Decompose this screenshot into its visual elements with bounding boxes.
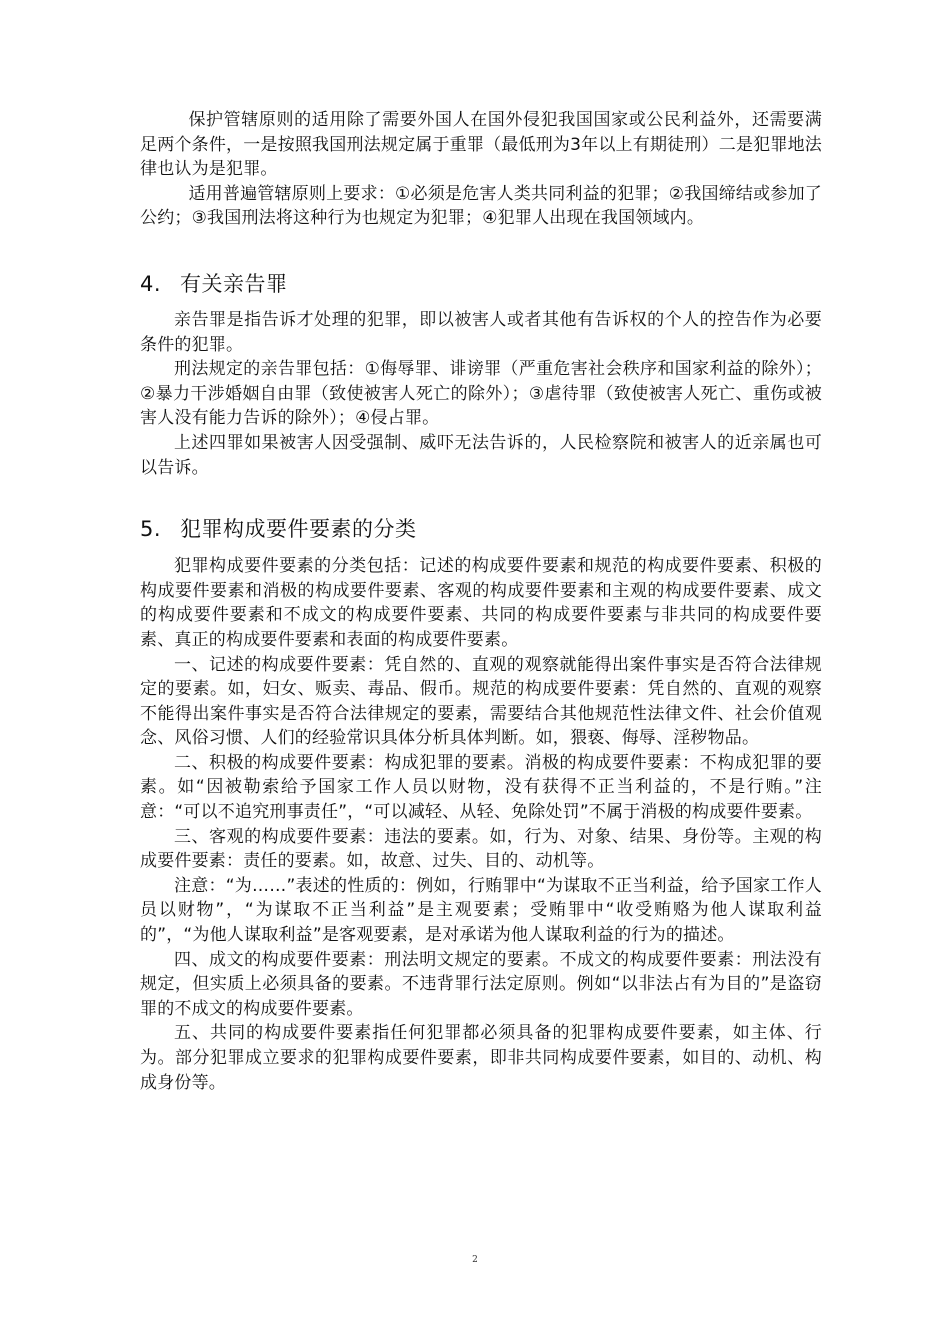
paragraph: 一、记述的构成要件要素：凭自然的、直观的观察就能得出案件事实是否符合法律规定的要素。如，妇女、贩卖、毒品、假币。规范的构成要件要素：凭自然的、直观的观察不能得出案件事实是否符合法律规定的要素，需要结合其他规范性法律文件、社会价值观念、风俗习惯、人们的经验常识具体分析具体判断。如，猥亵、侮辱、淫秽物品。 xyxy=(140,654,822,749)
section-title: 犯罪构成要件要素的分类 xyxy=(180,517,417,542)
page-number: 2 xyxy=(472,1255,478,1265)
section-number: 5. xyxy=(140,517,162,542)
paragraph: 四、成文的构成要件要素：刑法明文规定的要素。不成文的构成要件要素：刑法没有规定，但实质上必须具备的要素。不违背罪行法定原则。例如“以非法占有为目的”是盗窃罪的不成文的构成要件要素。 xyxy=(140,949,822,1019)
section-heading-4 xyxy=(140,269,822,299)
paragraph: 五、共同的构成要件要素指任何犯罪都必须具备的犯罪构成要件要素，如主体、行为。部分犯罪成立要求的犯罪构成要件要素，即非共同构成要件要素，如目的、动机、构成身份等。 xyxy=(140,1023,822,1093)
paragraph: 注意：“为……”表述的性质的：例如，行贿罪中“为谋取不正当利益，给予国家工作人员以财物”，“为谋取不正当利益”是主观要素；受贿罪中“收受贿赂为他人谋取利益的”，“为他人谋取利益”是客观要素，是对承诺为他人谋取利益的行为的描述。 xyxy=(140,875,822,946)
section-title: 有关亲告罪 xyxy=(180,271,288,296)
paragraph: 三、客观的构成要件要素：违法的要素。如，行为、对象、结果、身份等。主观的构成要件要素：责任的要素。如，故意、过失、目的、动机等。 xyxy=(140,826,822,872)
paragraph: 亲告罪是指告诉才处理的犯罪，即以被害人或者其他有告诉权的个人的控告作为必要条件的犯罪。 xyxy=(140,309,822,355)
section-heading-5 xyxy=(140,514,822,544)
paragraph-protective-jurisdiction: 保护管辖原则的适用除了需要外国人在国外侵犯我国国家或公民利益外，还需要满足两个条件，一是按照我国刑法规定属于重罪（最低刑为3年以上有期徒刑）二是犯罪地法律也认为是犯罪。 xyxy=(140,110,822,180)
section-number: 4. xyxy=(140,271,162,296)
paragraph-universal-jurisdiction: 适用普遍管辖原则上要求：①必须是危害人类共同利益的犯罪；②我国缔结或参加了公约；③我国刑法将这种行为也规定为犯罪；④犯罪人出现在我国领域内。 xyxy=(140,183,822,229)
paragraph: 上述四罪如果被害人因受强制、威吓无法告诉的，人民检察院和被害人的近亲属也可以告诉。 xyxy=(140,432,822,478)
paragraph: 二、积极的构成要件要素：构成犯罪的要素。消极的构成要件要素：不构成犯罪的要素。如“因被勒索给予国家工作人员以财物，没有获得不正当利益的，不是行贿。”注意：“可以不追究刑事责任”，“可以减轻、从轻、免除处罚”不属于消极的构成要件要素。 xyxy=(140,752,822,823)
paragraph: 刑法规定的亲告罪包括：①侮辱罪、诽谤罪（严重危害社会秩序和国家利益的除外）；②暴力干涉婚姻自由罪（致使被害人死亡的除外）；③虐待罪（致使被害人死亡、重伤或被害人没有能力告诉的除外）；④侵占罪。 xyxy=(140,359,822,429)
page-content xyxy=(140,108,822,1095)
paragraph: 犯罪构成要件要素的分类包括：记述的构成要件要素和规范的构成要件要素、积极的构成要件要素和消极的构成要件要素、客观的构成要件要素和主观的构成要件要素、成文的构成要件要素和不成文的构成要件要素、共同的构成要件要素与非共同的构成要件要素、真正的构成要件要素和表面的构成要件要素。 xyxy=(140,556,822,650)
